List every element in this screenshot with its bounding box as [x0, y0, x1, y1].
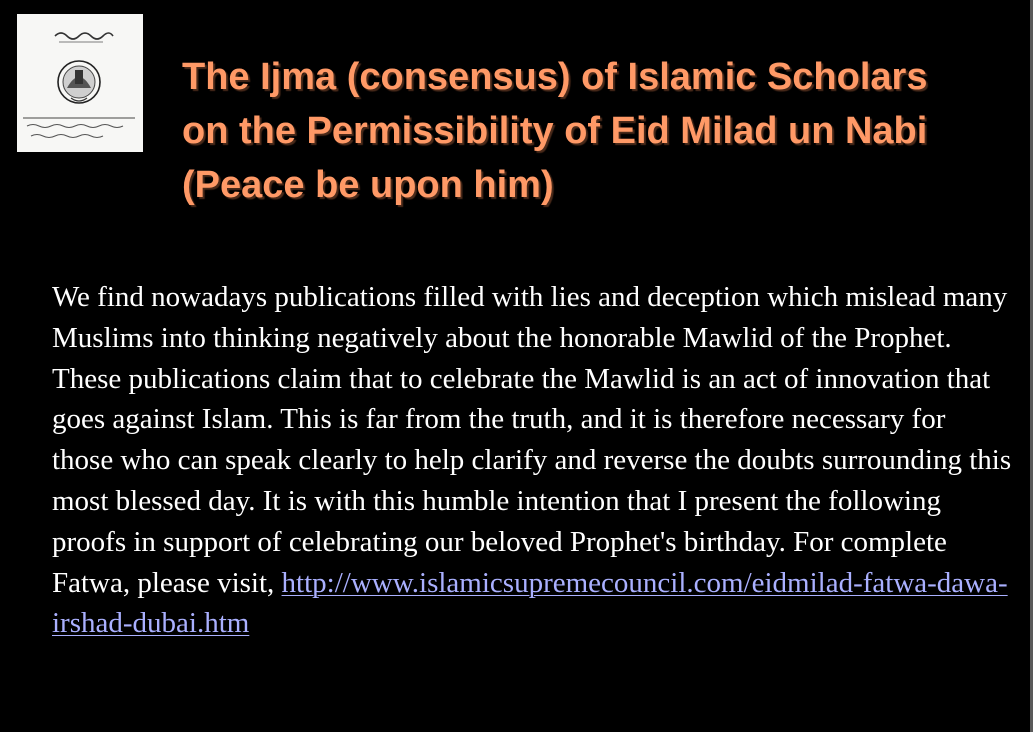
- body-text: We find nowadays publications filled with lies and deception which mislead many Muslims into thinking negatively about the honorable Mawlid of the Prophet. These publications claim that to celebrate the Mawlid is an act of innovation that goes against Islam. This is far from the truth, and it is therefore necessary for those who can speak clearly to help clarify and reverse the doubts surrounding this most blessed day. It is with this humble intention that I present the following proofs in support of celebrating our beloved Prophet's birthday. For complete Fatwa, please visit,: [52, 281, 1012, 599]
- seal-logo-image: [17, 14, 143, 152]
- emblem-icon: [17, 14, 143, 152]
- slide-title: The Ijma (consensus) of Islamic Scholars on the Permissibility of Eid Milad un Nabi (Peace be upon him): [182, 56, 928, 206]
- fatwa-link[interactable]: http://www.islamicsupremecouncil.com/eidmilad-fatwa-dawa-irshad-dubai.htm: [52, 566, 1008, 640]
- body-paragraph: [52, 277, 1012, 644]
